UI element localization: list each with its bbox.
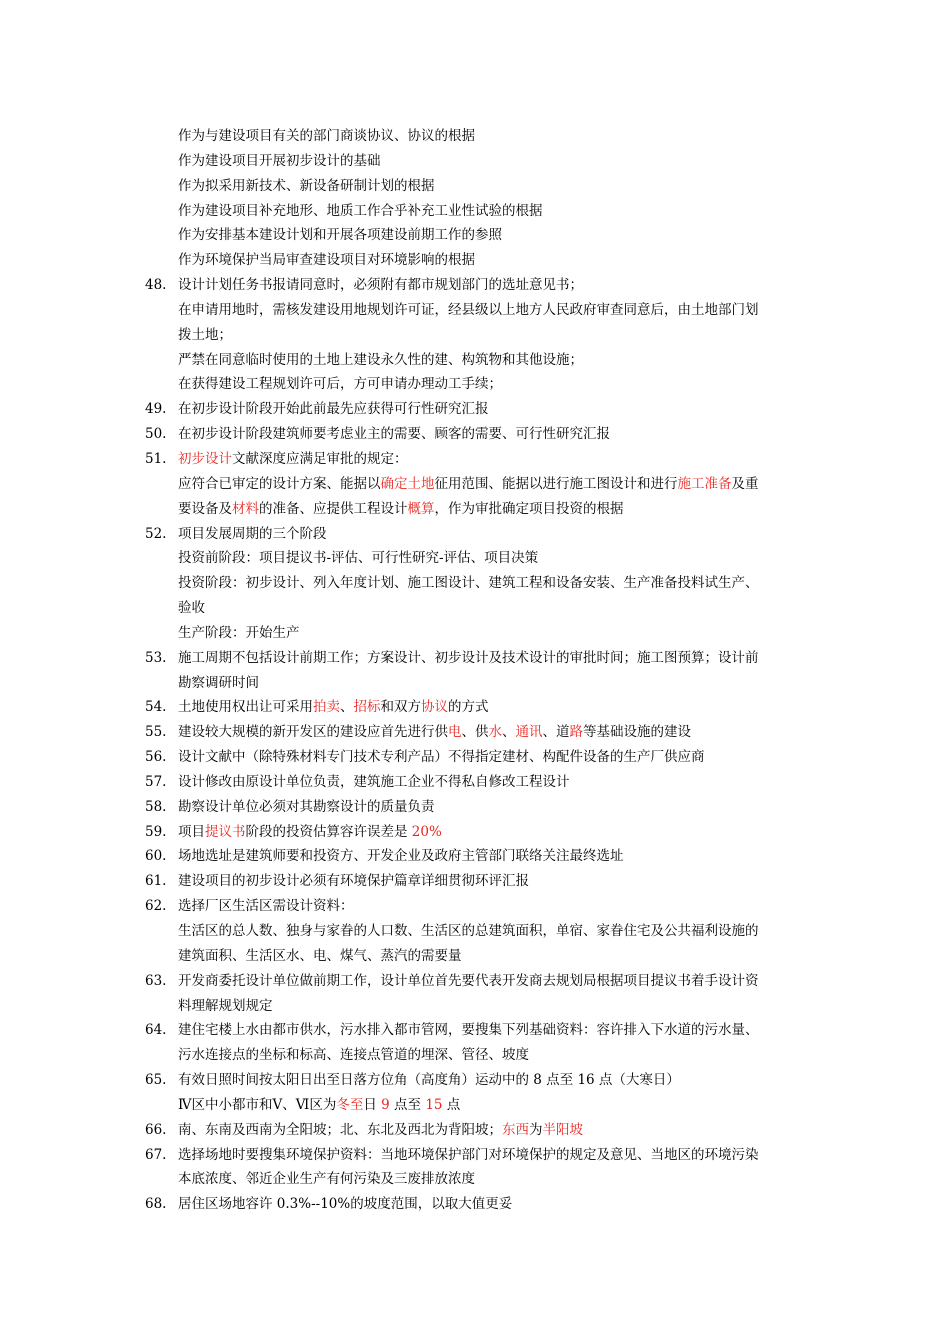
list-item [0, 1192, 950, 1217]
text-segment: 建设较大规模的新开发区的建设应首先进行供 [178, 724, 448, 741]
list-item [0, 1118, 950, 1143]
text-segment: 建住宅楼上水由都市供水，污水排入都市管网，要搜集下列基础资料：容许排入下水道的污水量、 [178, 1022, 759, 1039]
text-segment: 建筑面积、生活区水、电、煤气、蒸汽的需要量 [178, 947, 462, 964]
text-segment: 和双方 [380, 699, 421, 716]
text-segment: 投资前阶段：项目提议书-评估、可行性研究-评估、项目决策 [178, 550, 539, 567]
text-segment: 选择场地时要搜集环境保护资料：当地环境保护部门对环境保护的规定及意见、当地区的环境污染 [178, 1146, 759, 1163]
highlighted-text: 冬至 [336, 1096, 364, 1113]
list-item-continuation [0, 124, 950, 149]
list-item-continuation [0, 472, 950, 497]
text-segment: 等基础设施的建设 [583, 724, 691, 741]
item-number: 55. [145, 724, 167, 741]
text-segment: 土地使用权出让可采用 [178, 699, 313, 716]
highlighted-text: 东西 [502, 1121, 529, 1138]
item-text [178, 944, 462, 969]
item-text [178, 323, 232, 348]
text-segment: 及重 [731, 475, 759, 492]
text-segment: 设计计划任务书报请同意时，必须附有都市规划部门的选址意见书； [178, 277, 583, 294]
item-number: 63. [145, 972, 167, 989]
list-item-continuation [0, 546, 950, 571]
item-text [178, 894, 354, 919]
text-segment: 作为环境保护当局审查建设项目对环境影响的根据 [178, 252, 475, 269]
list-item [0, 894, 950, 919]
item-number: 50. [145, 426, 167, 443]
text-segment: 在申请用地时，需核发建设用地规划许可证，经县级以上地方人民政府审查同意后，由土地部门划 [178, 301, 759, 318]
item-text [178, 273, 583, 298]
text-segment: 投资阶段：初步设计、列入年度计划、施工图设计、建筑工程和设备安装、生产准备投料试生产、 [178, 575, 759, 592]
item-number: 68. [145, 1196, 167, 1213]
item-number: 64. [145, 1022, 167, 1039]
text-segment: 选择厂区生活区需设计资料： [178, 898, 354, 915]
item-text [178, 422, 610, 447]
text-segment: 生产阶段：开始生产 [178, 624, 300, 641]
item-text [178, 223, 502, 248]
item-text [178, 546, 538, 571]
highlighted-text: 20% [411, 823, 442, 840]
item-text [178, 298, 759, 323]
list-item [0, 795, 950, 820]
text-segment: 点至 [389, 1096, 426, 1113]
list-item [0, 273, 950, 298]
item-text [178, 447, 408, 472]
text-segment: 日 [363, 1096, 382, 1113]
text-segment: 勘察设计单位必须对其勘察设计的质量负责 [178, 798, 435, 815]
item-text [178, 596, 205, 621]
text-segment: 设计文献中（除特殊材料专门技术专利产品）不得指定建材、构配件设备的生产厂供应商 [178, 749, 705, 766]
list-item [0, 522, 950, 547]
highlighted-text: 9 [381, 1096, 390, 1113]
list-item-continuation [0, 323, 950, 348]
highlighted-text: 拍卖 [313, 699, 340, 716]
item-text [178, 695, 489, 720]
list-item-continuation [0, 621, 950, 646]
item-text [178, 671, 259, 696]
item-text [178, 472, 759, 497]
highlighted-text: 材料 [232, 500, 259, 517]
list-item [0, 1068, 950, 1093]
item-text [178, 149, 381, 174]
text-segment: 作为拟采用新技术、新设备研制计划的根据 [178, 177, 435, 194]
list-item-continuation [0, 149, 950, 174]
text-segment: 文献深度应满足审批的规定： [232, 450, 408, 467]
list-item-continuation [0, 298, 950, 323]
text-segment: 点 [442, 1096, 461, 1113]
list-item-continuation [0, 1093, 950, 1118]
text-segment: 阶段的投资估算容许误差是 [245, 823, 412, 840]
item-text [178, 348, 583, 373]
item-text [178, 1093, 460, 1118]
list-item-continuation [0, 1167, 950, 1192]
text-segment: 料理解规划规定 [178, 997, 273, 1014]
text-segment: Ⅳ区中小都市和Ⅴ、Ⅵ区为 [178, 1096, 337, 1113]
list-item-continuation [0, 348, 950, 373]
item-number: 57. [145, 773, 167, 790]
list-item [0, 844, 950, 869]
list-item-continuation [0, 671, 950, 696]
list-item [0, 820, 950, 845]
text-segment: 、 [502, 724, 516, 741]
text-segment: 在获得建设工程规划许可后，方可申请办理动工手续； [178, 376, 502, 393]
item-text [178, 919, 759, 944]
text-segment: 验收 [178, 600, 205, 617]
item-number: 61. [145, 873, 167, 890]
highlighted-text: 施工准备 [677, 475, 732, 492]
list-item-continuation [0, 1043, 950, 1068]
text-segment: ，作为审批确定项目投资的根据 [434, 500, 624, 517]
item-text [178, 820, 442, 845]
item-text [178, 174, 435, 199]
list-item [0, 397, 950, 422]
item-text [178, 522, 327, 547]
list-item [0, 695, 950, 720]
item-text [178, 1118, 583, 1143]
highlighted-text: 确定土地 [380, 475, 435, 492]
item-number: 48. [145, 277, 167, 294]
item-text [178, 994, 273, 1019]
text-segment: 开发商委托设计单位做前期工作，设计单位首先要代表开发商去规划局根据项目提议书着手设计资 [178, 972, 759, 989]
list-item-continuation [0, 497, 950, 522]
list-item-continuation [0, 372, 950, 397]
item-number: 49. [145, 401, 167, 418]
text-segment: 的准备、应提供工程设计 [259, 500, 408, 517]
highlighted-text: 初步设计 [178, 450, 232, 467]
text-segment: 居住区场地容许 0.3%--10%的坡度范围，以取大值更妥 [178, 1196, 513, 1213]
item-number: 51. [145, 450, 167, 467]
text-segment: 建设项目的初步设计必须有环境保护篇章详细贯彻环评汇报 [178, 873, 529, 890]
item-text [178, 1143, 759, 1168]
text-segment: 作为建设项目开展初步设计的基础 [178, 152, 381, 169]
text-segment: 南、东南及西南为全阳坡；北、东北及西北为背阳坡； [178, 1121, 502, 1138]
text-segment: 作为与建设项目有关的部门商谈协议、协议的根据 [178, 128, 475, 144]
text-segment: 的方式 [448, 699, 489, 716]
item-number: 56. [145, 749, 167, 766]
item-number: 60. [145, 848, 167, 865]
list-item [0, 745, 950, 770]
item-text [178, 795, 435, 820]
item-text [178, 124, 475, 149]
item-number: 52. [145, 525, 167, 542]
item-number: 67. [145, 1146, 167, 1163]
text-segment: 生活区的总人数、独身与家眷的人口数、生活区的总建筑面积，单宿、家眷住宅及公共福利设施的 [178, 923, 759, 939]
item-text [178, 770, 570, 795]
text-segment: 场地选址是建筑师要和投资方、开发企业及政府主管部门联络关注最终选址 [178, 848, 624, 865]
list-item [0, 422, 950, 447]
list-item-continuation [0, 223, 950, 248]
document-body [0, 124, 950, 1217]
text-segment: 本底浓度、邻近企业生产有何污染及三废排放浓度 [178, 1171, 475, 1188]
list-item-continuation [0, 994, 950, 1019]
item-number: 59. [145, 823, 167, 840]
item-text [178, 497, 624, 522]
text-segment: 为 [529, 1121, 543, 1138]
list-item [0, 1143, 950, 1168]
item-text [178, 844, 624, 869]
text-segment: 、 [340, 699, 354, 716]
item-number: 65. [145, 1072, 167, 1089]
list-item-continuation [0, 174, 950, 199]
list-item-continuation [0, 596, 950, 621]
text-segment: 在初步设计阶段建筑师要考虑业主的需要、顾客的需要、可行性研究汇报 [178, 426, 610, 443]
text-segment: 项目发展周期的三个阶段 [178, 525, 327, 542]
item-text [178, 1018, 759, 1043]
item-text [178, 869, 529, 894]
item-text [178, 1192, 512, 1217]
item-number: 62. [145, 898, 167, 915]
highlighted-text: 15 [425, 1096, 443, 1113]
highlighted-text: 通讯 [515, 724, 543, 741]
list-item [0, 646, 950, 671]
item-number: 54. [145, 699, 167, 716]
list-item [0, 770, 950, 795]
text-segment: 严禁在同意临时使用的土地上建设永久性的建、构筑物和其他设施； [178, 351, 583, 368]
text-segment: 污水连接点的坐标和标高、连接点管道的埋深、管径、坡度 [178, 1047, 529, 1064]
list-item-continuation [0, 199, 950, 224]
item-text [178, 1068, 680, 1093]
list-item [0, 720, 950, 745]
text-segment: 应符合已审定的设计方案、能据以 [178, 475, 381, 492]
list-item-continuation [0, 944, 950, 969]
item-text [178, 621, 300, 646]
highlighted-text: 水 [488, 724, 502, 741]
highlighted-text: 概算 [407, 500, 435, 517]
highlighted-text: 电 [448, 724, 462, 741]
item-text [178, 397, 489, 422]
highlighted-text: 协议 [421, 699, 448, 716]
text-segment: 设计修改由原设计单位负责，建筑施工企业不得私自修改工程设计 [178, 773, 570, 790]
item-text [178, 646, 759, 671]
item-text [178, 571, 759, 596]
text-segment: 作为安排基本建设计划和开展各项建设前期工作的参照 [178, 227, 502, 244]
list-item [0, 1018, 950, 1043]
item-text [178, 745, 705, 770]
item-text [178, 969, 759, 994]
text-segment: 施工周期不包括设计前期工作；方案设计、初步设计及技术设计的审批时间；施工图预算；设计前 [178, 649, 759, 666]
text-segment: 有效日照时间按太阳日出至日落方位角（高度角）运动中的 8 点至 16 点（大寒日） [178, 1072, 680, 1089]
list-item-continuation [0, 248, 950, 273]
list-item [0, 447, 950, 472]
text-segment: 拨土地； [178, 326, 232, 343]
item-number: 58. [145, 798, 167, 815]
item-text [178, 248, 475, 273]
text-segment: 作为建设项目补充地形、地质工作合乎补充工业性试验的根据 [178, 202, 543, 219]
list-item [0, 869, 950, 894]
text-segment: 、供 [461, 724, 489, 741]
item-text [178, 1043, 529, 1068]
item-number: 66. [145, 1121, 167, 1138]
item-text [178, 199, 543, 224]
text-segment: 征用范围、能据以进行施工图设计和进行 [434, 475, 678, 492]
item-text [178, 372, 502, 397]
highlighted-text: 提议书 [205, 823, 246, 840]
text-segment: 项目 [178, 823, 205, 840]
text-segment: 要设备及 [178, 500, 232, 517]
list-item [0, 969, 950, 994]
highlighted-text: 招标 [353, 699, 381, 716]
highlighted-text: 半阳坡 [542, 1121, 583, 1138]
highlighted-text: 路 [569, 724, 583, 741]
text-segment: 、道 [542, 724, 570, 741]
list-item-continuation [0, 919, 950, 944]
item-text [178, 720, 691, 745]
item-text [178, 1167, 475, 1192]
list-item-continuation [0, 571, 950, 596]
text-segment: 在初步设计阶段开始此前最先应获得可行性研究汇报 [178, 401, 489, 418]
text-segment: 勘察调研时间 [178, 674, 259, 691]
item-number: 53. [145, 649, 167, 666]
